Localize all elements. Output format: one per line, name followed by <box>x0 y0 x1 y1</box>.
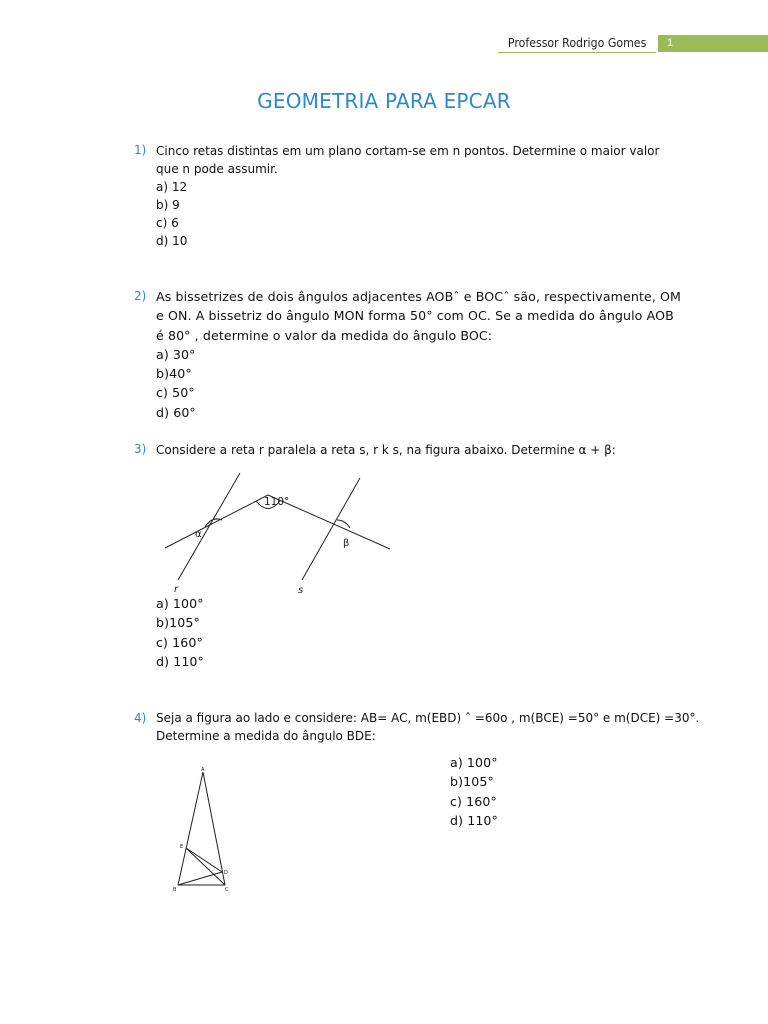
header-divider <box>498 52 656 53</box>
question-3-option-c: c) 160° <box>156 634 203 650</box>
question-4-line-1: Seja a figura ao lado e considere: AB= AC, m(EBD) ˆ =60o , m(BCE) =50° e m(DCE) =30°. <box>156 711 700 725</box>
figure-label-110: 110° <box>264 496 290 508</box>
question-3-options <box>156 594 666 671</box>
figure-side-ac <box>203 772 225 885</box>
question-4-figure <box>168 762 238 897</box>
figure-label-alpha: α <box>195 529 202 540</box>
question-2-option-b: b)40° <box>156 366 192 382</box>
figure-label-a: A <box>201 767 205 773</box>
figure-segment-bd <box>178 872 222 885</box>
question-2-line-3: é 80° , determine o valor da medida do ângulo BOC: <box>156 327 493 343</box>
question-3-option-d: d) 110° <box>156 653 204 669</box>
figure-label-e: E <box>180 844 184 850</box>
question-3-option-b: b)105° <box>156 615 200 631</box>
question-1-option-d: d) 10 <box>156 234 188 248</box>
question-2-number: 2) <box>134 289 147 303</box>
question-4-option-c: c) 160° <box>450 793 497 809</box>
figure-line-s <box>302 478 360 580</box>
question-2-line-2: e ON. A bissetriz do ângulo MON forma 50° com OC. Se a medida do ângulo AOB <box>156 308 674 324</box>
figure-segment-ed <box>186 848 222 872</box>
question-3-figure <box>160 468 400 598</box>
question-4-option-b: b)105° <box>450 774 494 790</box>
question-1-line-1: Cinco retas distintas em um plano cortam-se em n pontos. Determine o maior valor <box>156 144 660 158</box>
question-4-options <box>450 753 650 830</box>
question-4-option-a: a) 100° <box>450 755 498 770</box>
question-3-option-a: a) 100° <box>156 596 204 611</box>
question-4 <box>156 709 700 745</box>
figure-label-d: D <box>224 870 228 876</box>
figure-side-ab <box>178 772 203 885</box>
figure-label-b: B <box>173 887 177 893</box>
question-1-option-a: a) 12 <box>156 180 188 194</box>
figure-label-r: r <box>174 584 179 595</box>
figure-line-r <box>178 473 240 580</box>
figure-label-beta: β <box>343 538 350 549</box>
question-1 <box>156 142 666 250</box>
question-3-number: 3) <box>134 442 147 456</box>
question-2-option-a: a) 30° <box>156 346 196 362</box>
question-2-line-1: As bissetrizes de dois ângulos adjacentes AOBˆ e BOCˆ são, respectivamente, OM <box>156 289 682 304</box>
question-2-option-d: d) 60° <box>156 404 196 420</box>
question-4-number: 4) <box>134 711 147 725</box>
question-1-number: 1) <box>134 143 147 157</box>
page-title: GEOMETRIA PARA EPCAR <box>257 89 511 113</box>
question-1-option-c: c) 6 <box>156 216 179 230</box>
figure-line-left-transversal <box>165 495 268 548</box>
question-3-line-1: Considere a reta r paralela a reta s, r k s, na figura abaixo. Determine α + β: <box>156 443 616 457</box>
figure-label-s: s <box>298 585 304 596</box>
question-2-option-c: c) 50° <box>156 385 195 401</box>
question-2 <box>156 287 682 422</box>
question-1-line-2: que n pode assumir. <box>156 162 278 176</box>
question-4-line-2: Determine a medida do ângulo BDE: <box>156 729 376 743</box>
question-4-option-d: d) 110° <box>450 812 498 828</box>
figure-label-c: C <box>225 887 229 893</box>
page-number-badge: 1 <box>658 35 768 52</box>
header-author: Professor Rodrigo Gomes <box>507 35 646 50</box>
question-1-option-b: b) 9 <box>156 198 180 212</box>
question-3 <box>156 441 666 459</box>
